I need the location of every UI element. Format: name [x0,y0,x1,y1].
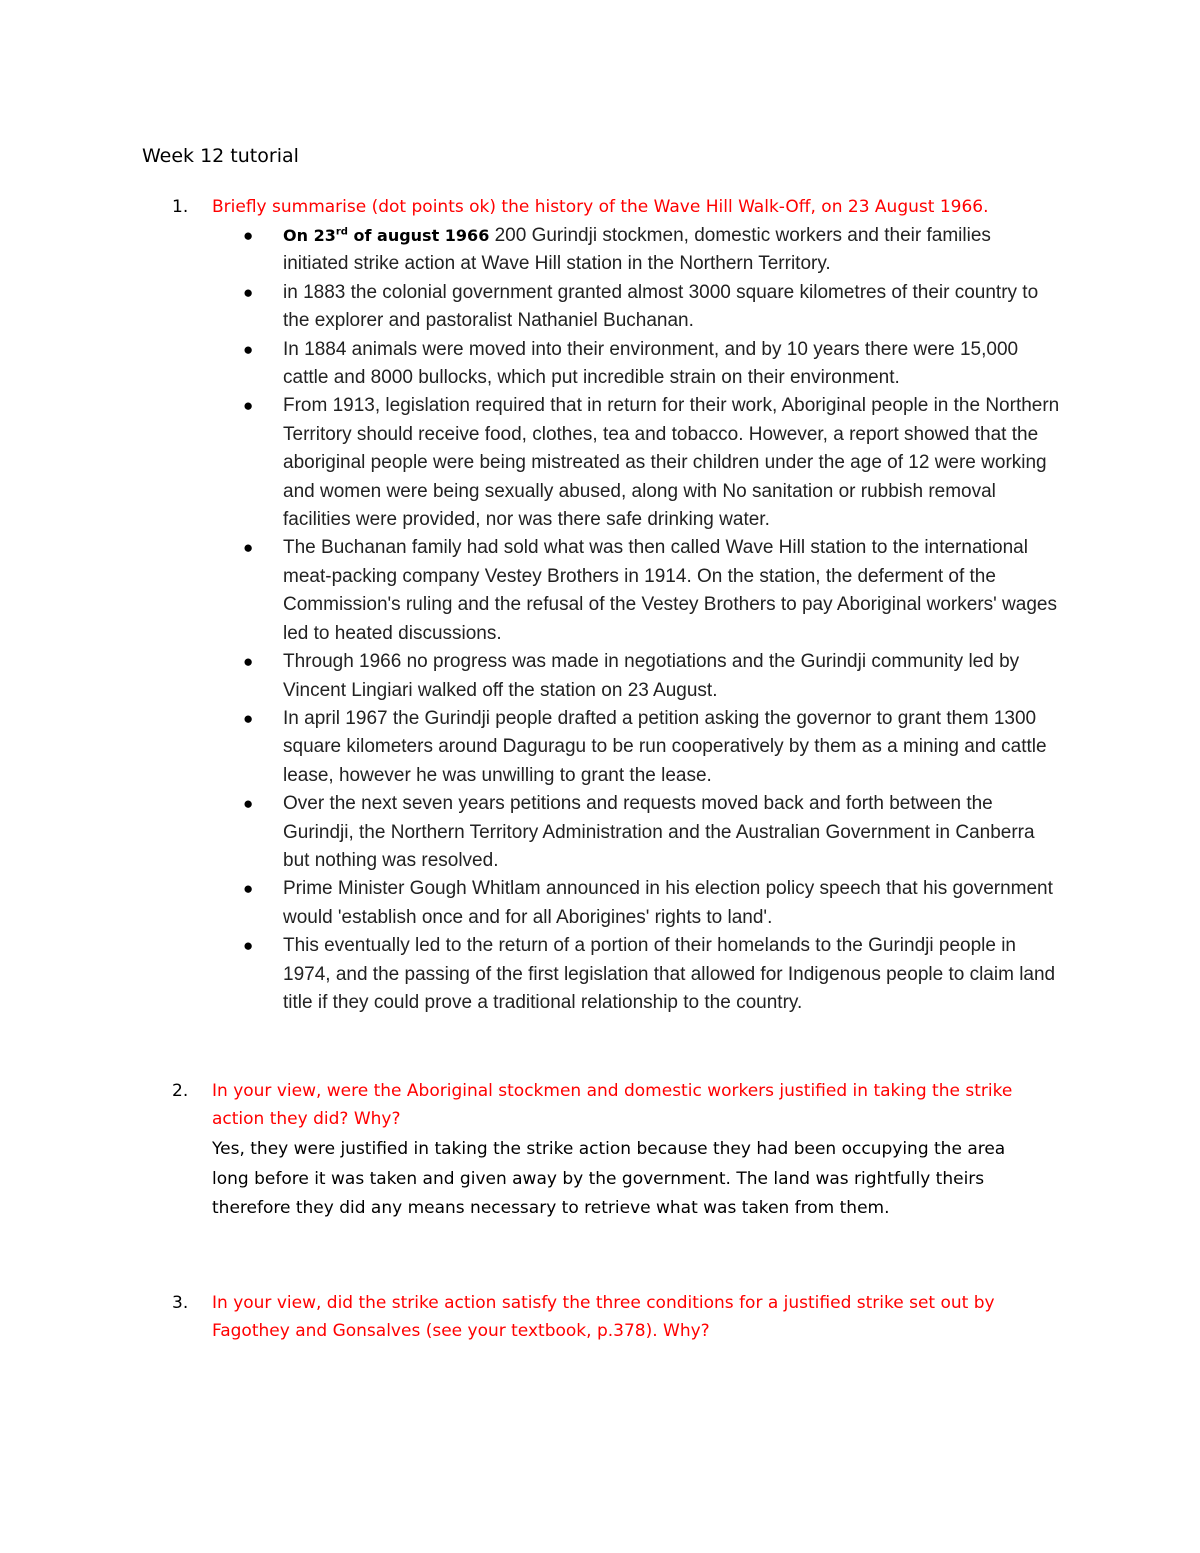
bullet-text: in 1883 the colonial government granted almost 3000 square kilometres of their country to the explorer and pastoralist Nathaniel Buchanan. [283,281,1039,332]
bullet-icon: ● [243,282,254,302]
summary-bullet-list [240,222,1060,1017]
list-item [240,705,1060,790]
bullet-icon: ● [243,396,254,416]
bullet-text: In 1884 animals were moved into their environment, and by 10 years there were 15,000 cattle and 8000 bullocks, which put incredible strain on their environment. [283,338,1019,389]
bullet-icon: ● [243,538,254,558]
bullet-text: Prime Minister Gough Whitlam announced in his election policy speech that his government would 'establish once and for all Aborigines' rights to land'. [283,878,1053,928]
answer-text: Yes, they were justified in taking the strike action because they had been occupying the area long before it was taken and given away by the government. The land was rightfully theirs therefore they did any means necessary to retrieve what was taken from them. [212,1139,1006,1218]
question-text: In your view, did the strike action satisfy the three conditions for a justified strike set out by Fagothey and Gonsalves (see your textbook, p.378). Why? [212,1293,995,1341]
bullet-icon: ● [243,226,254,245]
list-item [240,534,1060,648]
bullet-text: This eventually led to the return of a portion of their homelands to the Gurindji people in 1974, and the passing of the first legislation that allowed for Indigenous people to claim land title if they could prove a traditional relationship to the country. [283,935,1056,1013]
bullet-text: From 1913, legislation required that in return for their work, Aboriginal people in the Northern Territory should receive food, clothes, tea and tobacco. However, a report showed that the aboriginal people were being mistreated as their children under the age of 12 were working and women were being sexually abused, along with No sanitation or rubbish removal facilities were provided, nor was there safe drinking water. [283,395,1060,531]
question-text: In your view, were the Aboriginal stockmen and domestic workers justified in taking the strike action they did? Why? [212,1081,1013,1129]
list-item [240,222,1060,279]
question-number: 1. [172,197,189,217]
bullet-icon: ● [243,339,254,359]
bullet-icon: ● [243,879,254,899]
list-item [240,279,1060,336]
question-1 [172,193,1042,221]
list-item [240,336,1060,393]
question-text: Briefly summarise (dot points ok) the history of the Wave Hill Walk-Off, on 23 August 1966. [212,197,989,217]
list-item [240,932,1060,1017]
bullet-icon: ● [243,708,254,728]
document-title: Week 12 tutorial [142,145,299,167]
bullet-text: The Buchanan family had sold what was then called Wave Hill station to the international meat-packing company Vestey Brothers in 1914. On the station, the deferment of the Commission's ruling and the refusal of the Vestey Brothers to pay Aboriginal workers' wages led to heated discussions. [283,537,1057,644]
bullet-lead-date: On 23rd of august 1966 [283,226,490,245]
question-2 [172,1077,1032,1224]
bullet-text: In april 1967 the Gurindji people drafted a petition asking the governor to grant them 1300 square kilometers around Daguragu to be run cooperatively by them as a mining and cattle lease, however he was unwilling to grant the lease. [283,707,1047,786]
bullet-text: Over the next seven years petitions and requests moved back and forth between the Gurindji, the Northern Territory Administration and the Australian Government in Canberra but nothing was resolved. [283,793,1035,871]
bullet-text: Through 1966 no progress was made in negotiations and the Gurindji community led by Vincent Lingiari walked off the station on 23 August. [283,651,1020,701]
question-3 [172,1289,1032,1345]
list-item [240,790,1060,875]
bullet-icon: ● [243,936,254,956]
list-item [240,392,1060,534]
list-item [240,648,1060,705]
question-number: 2. [172,1081,189,1101]
bullet-icon: ● [243,794,254,814]
bullet-text: 200 Gurindji stockmen, domestic workers and their families initiated strike action at Wave Hill station in the Northern Territory. [283,225,991,275]
bullet-icon: ● [243,652,254,672]
question-number: 3. [172,1293,189,1313]
list-item [240,875,1060,932]
